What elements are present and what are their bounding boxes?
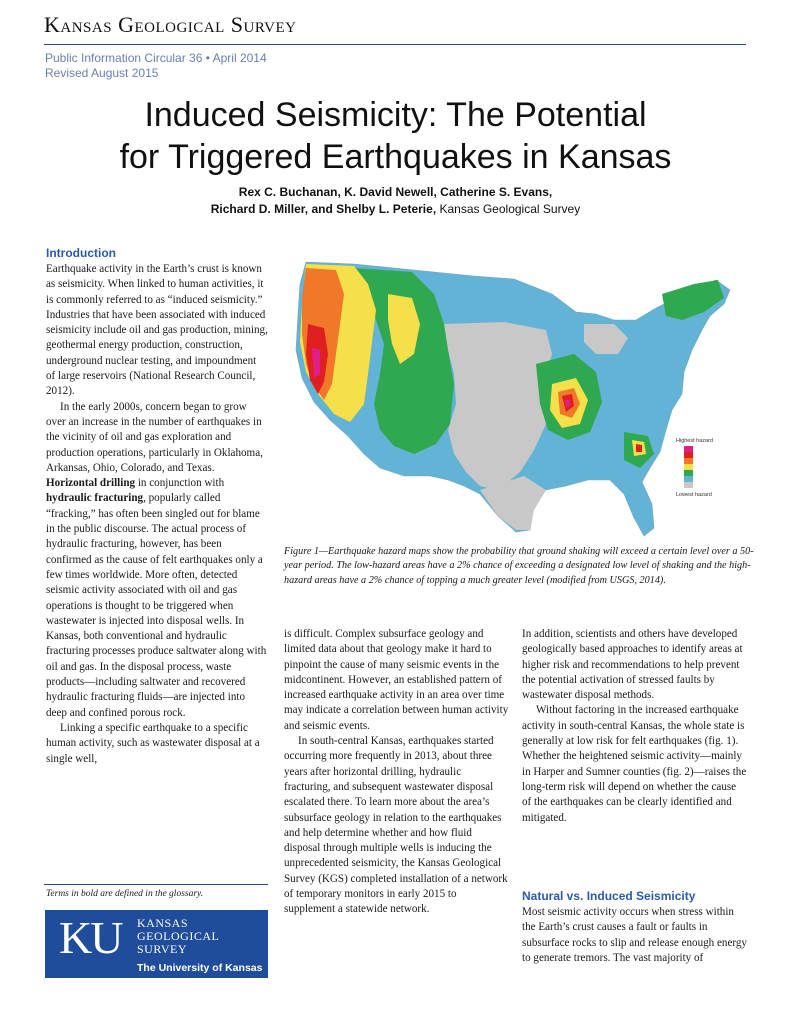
legend-swatch-5 (684, 470, 693, 476)
legend-swatch-7 (684, 482, 693, 488)
logo-university: The University of Kansas (137, 962, 263, 974)
glossary-note: Terms in bold are defined in the glossary. (46, 889, 204, 899)
legend-swatch-3 (684, 458, 693, 464)
authors-affiliation: Kansas Geological Survey (436, 202, 581, 216)
revision-date: Revised August 2015 (45, 66, 159, 80)
logo-line-kansas: KANSAS (137, 916, 189, 930)
col3-paragraph-2: Without factoring in the increased earthquake activity in south-central Kansas, the whole state is generally at low risk for felt earthquakes (fig. 1). Whether the heightened seismic activity—mainly in Harper and Sumner counties (fig. 2)—raises the long-term risk will depend on whether the cause of the earthquakes can be clearly identified and mitigated. (522, 704, 747, 824)
section-heading-introduction: Introduction (46, 246, 116, 260)
earthquake-hazard-map (284, 254, 738, 544)
kgs-logo (45, 910, 268, 978)
legend-low-label: Lowest hazard (676, 492, 712, 498)
glossary-term-horizontal-drilling[interactable]: Horizontal drilling (46, 477, 136, 490)
logo-line-geological: GEOLOGICAL (137, 929, 220, 943)
intro-paragraph-1: Earthquake activity in the Earth’s crust is known as seismicity. When linked to human activities, it is commonly referred to as “induced seismicity.” Industries that have been associated with induced seismicity include oil and gas production, mining, geothermal energy production, construction, underground nuclear testing, and impoundment of large reservoirs (National Research Council, 2012). (46, 263, 268, 398)
green-zone-northeast (662, 280, 724, 320)
authors-line-2-names: Richard D. Miller, and Shelby L. Peterie, (210, 202, 437, 216)
intro-paragraph-2 (46, 400, 268, 721)
legend-swatch-1 (684, 446, 693, 452)
legend-swatch-4 (684, 464, 693, 470)
legend-swatch-6 (684, 476, 693, 482)
col3-paragraph-1: In addition, scientists and others have developed geologically based approaches to identify areas at higher risk and recommendations to help prevent the potential activation of stressed faults by wastewater disposal methods. (522, 628, 743, 702)
legend-swatch-2 (684, 452, 693, 458)
intro-p2-text-c: in conjunction with (135, 477, 225, 490)
figure-1-caption: Figure 1—Earthquake hazard maps show the probability that ground shaking will exceed a certain level over a 50-year period. The low-hazard areas have a 2% chance of exceeding a designated low level of shaking and the high-hazard areas have a 2% chance of topping a much greater level (modified from USGS, 2014). (284, 546, 754, 586)
col3-paragraph-3: Most seismic activity occurs when stress within the Earth’s crust causes a fault or faults in subsurface rocks to slip and release enough energy to generate tremors. The vast majority of (522, 906, 747, 964)
column-1-text (46, 262, 268, 767)
glossary-term-hydraulic-fracturing[interactable]: hydraulic fracturing (46, 492, 144, 505)
logo-line-survey: SURVEY (137, 942, 188, 956)
title-line-1: Induced Seismicity: The Potential (144, 96, 647, 134)
ku-letters: KU (59, 912, 122, 963)
column-3-text (522, 627, 748, 826)
author-list (40, 184, 751, 218)
col2-paragraph-2: In south-central Kansas, earthquakes started occurring more frequently in 2013, about three years after horizontal drilling, hydraulic fracturing, and subsequent wastewater disposal escalated there. To learn more about the area’s subsurface geology in relation to the earthquakes and help determine whether and how fluid disposal through multiple wells is inducing the unprecedented seismicity, the Kansas Geological Survey (KGS) completed installation of a network of temporary monitors in early 2015 to supplement a statewide network. (284, 735, 508, 916)
authors-line-1: Rex C. Buchanan, K. David Newell, Catherine S. Evans, (238, 185, 553, 199)
section-heading-natural-vs-induced: Natural vs. Induced Seismicity (522, 889, 696, 903)
title-line-2: for Triggered Earthquakes in Kansas (119, 138, 672, 176)
intro-paragraph-3: Linking a specific earthquake to a specific human activity, such as wastewater disposal at a single well, (46, 721, 260, 765)
legend-high-label: Highest hazard (676, 438, 713, 444)
red-zone-charleston (636, 444, 642, 452)
organization-name: Kansas Geological Survey (44, 12, 297, 37)
column-2-text (284, 627, 510, 918)
footnote-rule (44, 884, 268, 885)
column-3-lower-text (522, 905, 748, 966)
circular-number: Public Information Circular 36 • April 2014 (45, 51, 267, 65)
col2-paragraph-1: is difficult. Complex subsurface geology and limited data about that geology make it hard to pinpoint the cause of many seismic events in the midcontinent. However, an established pattern of increased earthquake activity in an area over time may indicate a correlation between human activity and seismic events. (284, 628, 509, 732)
intro-p2-text-d: , popularly called “fracking,” has often been singled out for blame in the public discourse. The actual process of hydraulic fracturing, however, has been confirmed as the cause of felt earthquakes only a few times worldwide. More often, detected seismic activity associated with oil and gas operations is thought to be triggered when wastewater is injected into disposal wells. In Kansas, both conventional and hydraulic fracturing processes produce saltwater along with oil and gas. In the disposal process, waste products—including saltwater and recovered hydraulic fracturing fluids—are injected into deep and confined porous rock. (46, 492, 267, 719)
intro-p2-text-a: In the early 2000s, concern began to grow over an increase in the number of earthquakes in the vicinity of oil and gas exploration and production operations, particularly in Oklahoma, Arkansas, Ohio, Colorado, and Texas. (46, 400, 263, 474)
page-title (40, 94, 751, 178)
header-rule (44, 44, 746, 45)
hazard-legend (676, 438, 713, 498)
